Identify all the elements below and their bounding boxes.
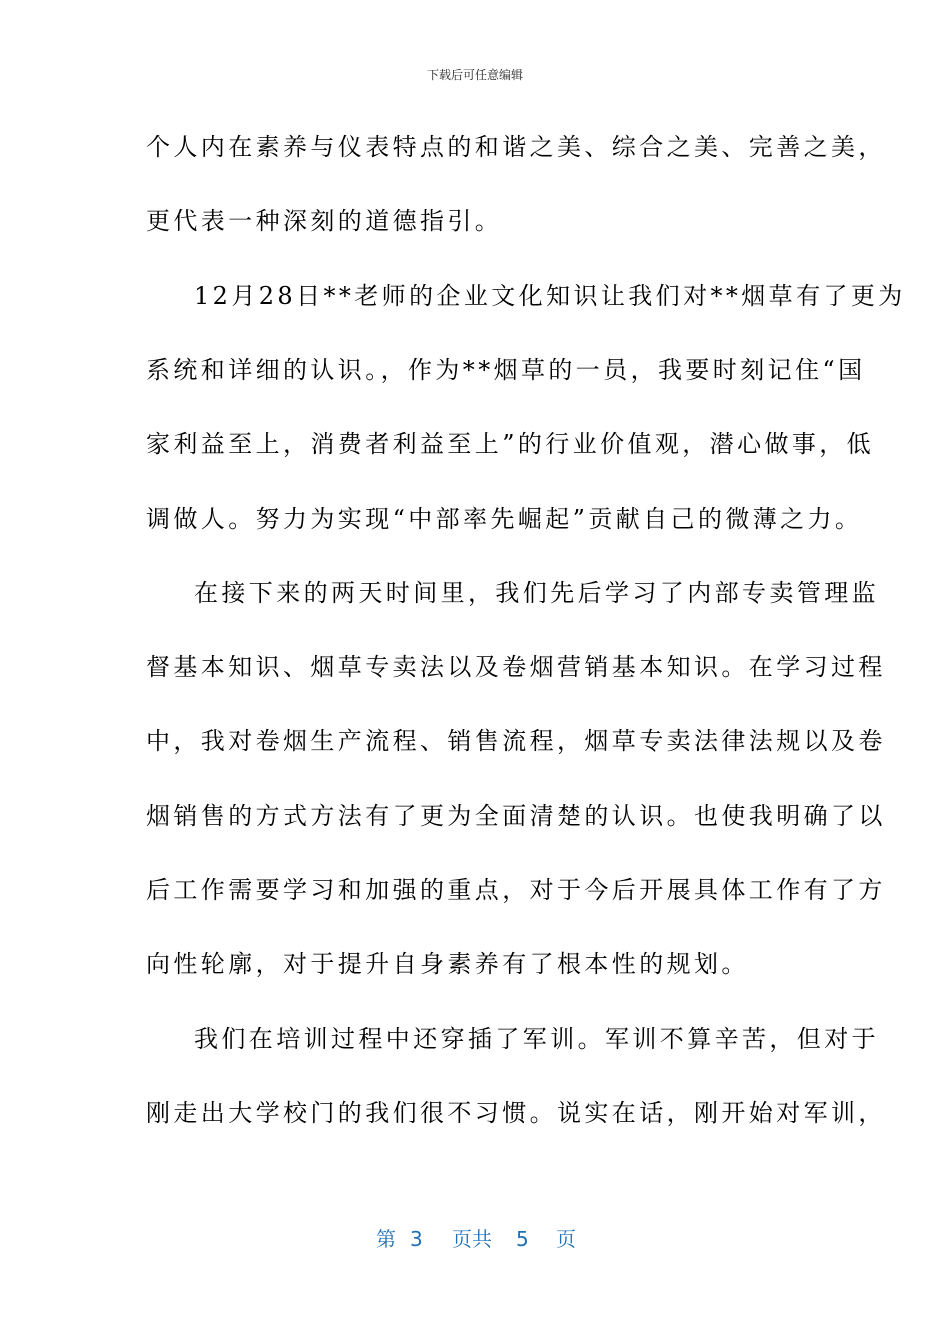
text-line: 刚走出大学校门的我们很不习惯。说实在话，刚开始对军训，: [146, 1099, 886, 1127]
text-line: 督基本知识、烟草专卖法以及卷烟营销基本知识。在学习过程: [146, 653, 886, 681]
paragraph-first-line: 在接下来的两天时间里，我们先后学习了内部专卖管理监: [194, 579, 879, 607]
text-line: 烟销售的方式方法有了更为全面清楚的认识。也使我明确了以: [146, 802, 886, 830]
text-line: 系统和详细的认识。，作为**烟草的一员，我要时刻记住“国: [146, 356, 866, 384]
page-footer: [0, 1224, 950, 1254]
page-number-suffix: 页: [556, 1227, 576, 1251]
paragraph-first-line: 我们在培训过程中还穿插了军训。军训不算辛苦，但对于: [194, 1025, 879, 1053]
text-line: 中，我对卷烟生产流程、销售流程，烟草专卖法律法规以及卷: [146, 727, 886, 755]
text-line: 向性轮廓，对于提升自身素养有了根本性的规划。: [146, 950, 749, 978]
text-line: 调做人。努力为实现“中部率先崛起”贡献自己的微薄之力。: [146, 505, 863, 533]
text-line: 后工作需要学习和加强的重点，对于今后开展具体工作有了方: [146, 876, 886, 904]
text-line: 更代表一种深刻的道德指引。: [146, 207, 503, 235]
text-line: 个人内在素养与仪表特点的和谐之美、综合之美、完善之美，: [146, 133, 886, 161]
page-header: 下载后可任意编辑: [426, 68, 523, 82]
current-page-number: 3: [410, 1227, 423, 1251]
total-pages-number: 5: [516, 1227, 529, 1251]
page-number-prefix: 第: [376, 1227, 396, 1251]
paragraph-first-line: 12月28日**老师的企业文化知识让我们对**烟草有了更为: [194, 282, 906, 310]
page-number-middle: 页共: [452, 1227, 492, 1251]
text-line: 家利益至上，消费者利益至上”的行业价值观，潜心做事，低: [146, 430, 875, 458]
